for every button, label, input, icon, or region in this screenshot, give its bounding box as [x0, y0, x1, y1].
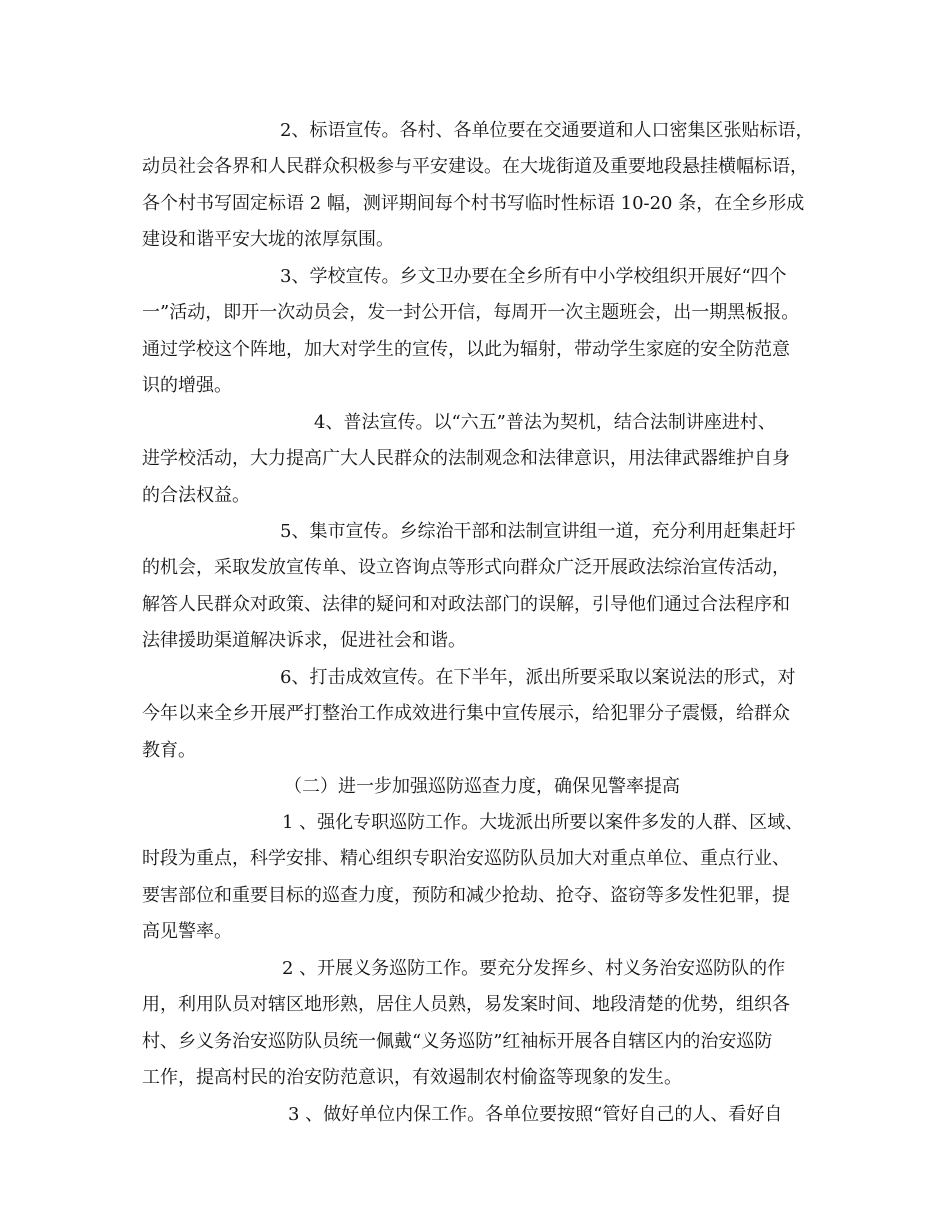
text-line: 3、学校宣传。乡文卫办要在全乡所有中小学校组织开展好“四个: [280, 266, 787, 287]
paragraph-patrol-volunteer: [142, 951, 822, 1097]
text-line: 通过学校这个阵地，加大对学生的宣传，以此为辐射，带动学生家庭的安全防范意: [142, 338, 790, 360]
text-line: 的合法权益。: [142, 484, 250, 506]
text-line: 今年以来全乡开展严打整治工作成效进行集中宣传展示，给犯罪分子震慑，给群众: [142, 703, 790, 725]
text-line: 工作，提高村民的治安防范意识，有效遏制农村偷盗等现象的发生。: [142, 1067, 682, 1089]
paragraph-patrol-professional: [142, 805, 822, 951]
text-line: 6、打击成效宣传。在下半年，派出所要采取以案说法的形式，对: [280, 667, 796, 688]
text-line: 高见警率。: [142, 921, 232, 943]
paragraph-slogan-publicity: [142, 113, 822, 259]
text-line: 识的增强。: [142, 375, 232, 397]
text-line: 2 、开展义务巡防工作。要充分发挥乡、村义务治安巡防队的作: [282, 958, 786, 979]
text-line: 建设和谐平安大垅的浓厚氛围。: [142, 229, 394, 251]
text-line: 要害部位和重要目标的巡查力度，预防和减少抢劫、抢夺、盗窃等多发性犯罪，提: [142, 884, 790, 906]
text-line: 用，利用队员对辖区地形熟，居住人员熟，易发案时间、地段清楚的优势，组织各: [142, 994, 790, 1016]
text-line: 1 、强化专职巡防工作。大垅派出所要以案件多发的人群、区域、: [282, 812, 804, 833]
paragraph-school-publicity: [142, 259, 822, 405]
text-line: 3 、做好单位内保工作。各单位要按照“管好自己的人、看好自: [288, 1104, 783, 1125]
text-line: 动员社会各界和人民群众积极参与平安建设。在大垅街道及重要地段悬挂横幅标语，: [142, 156, 808, 178]
text-line: 法律援助渠道解决诉求，促进社会和谐。: [142, 630, 466, 652]
text-line: 各个村书写固定标语 2 幅，测评期间每个村书写临时性标语 10-20 条，在全乡形成: [142, 192, 805, 214]
paragraph-crackdown-publicity: [142, 660, 822, 769]
text-line: 5、集市宣传。乡综治干部和法制宣讲组一道，充分利用赶集赶圩: [280, 521, 796, 542]
text-line: 教育。: [142, 739, 196, 761]
text-line: 4、普法宣传。以“六五”普法为契机，结合法制讲座进村、: [314, 412, 776, 433]
section-heading: （二）进一步加强巡防巡查力度，确保见警率提高: [284, 776, 680, 797]
paragraph-legal-publicity: [142, 405, 822, 514]
text-line: 的机会，采取发放宣传单、设立咨询点等形式向群众广泛开展政法综治宣传活动，: [142, 557, 790, 579]
text-line: 一”活动，即开一次动员会，发一封公开信，每周开一次主题班会，出一期黑板报。: [142, 302, 800, 324]
text-line: 2、标语宣传。各村、各单位要在交通要道和人口密集区张贴标语，: [280, 120, 814, 141]
text-line: 解答人民群众对政策、法律的疑问和对政法部门的误解，引导他们通过合法程序和: [142, 593, 790, 615]
text-line: 村、乡义务治安巡防队员统一佩戴“义务巡防”红袖标开展各自辖区内的治安巡防: [142, 1030, 773, 1052]
text-line: 时段为重点，科学安排、精心组织专职治安巡防队员加大对重点单位、重点行业、: [142, 848, 790, 870]
text-line: 进学校活动，大力提高广大人民群众的法制观念和法律意识，用法律武器维护自身: [142, 448, 790, 470]
paragraph-internal-security: [142, 1097, 822, 1133]
paragraph-market-publicity: [142, 514, 822, 660]
